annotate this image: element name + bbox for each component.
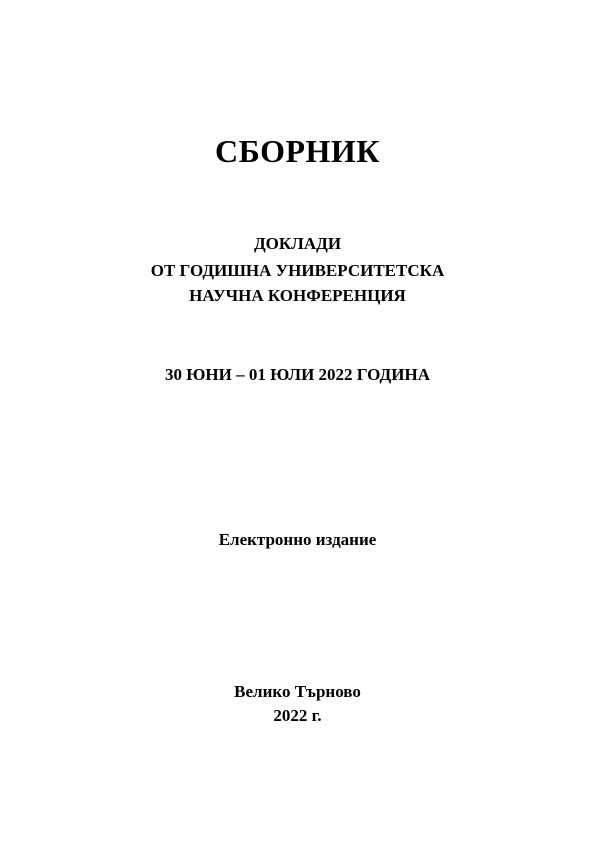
edition-label: Електронно издание <box>218 530 377 549</box>
document-title: СБОРНИК <box>215 133 380 169</box>
subtitle-line-reports: ДОКЛАДИ <box>253 234 342 253</box>
subtitle-line-scientific-conference: НАУЧНА КОНФЕРЕНЦИЯ <box>189 286 406 305</box>
subtitle-line-annual-university: ОТ ГОДИШНА УНИВЕРСИТЕТСКА <box>150 261 445 280</box>
publication-city: Велико Търново <box>234 682 361 701</box>
publication-year: 2022 г. <box>273 706 322 725</box>
conference-dates: 30 ЮНИ – 01 ЮЛИ 2022 ГОДИНА <box>165 365 430 384</box>
